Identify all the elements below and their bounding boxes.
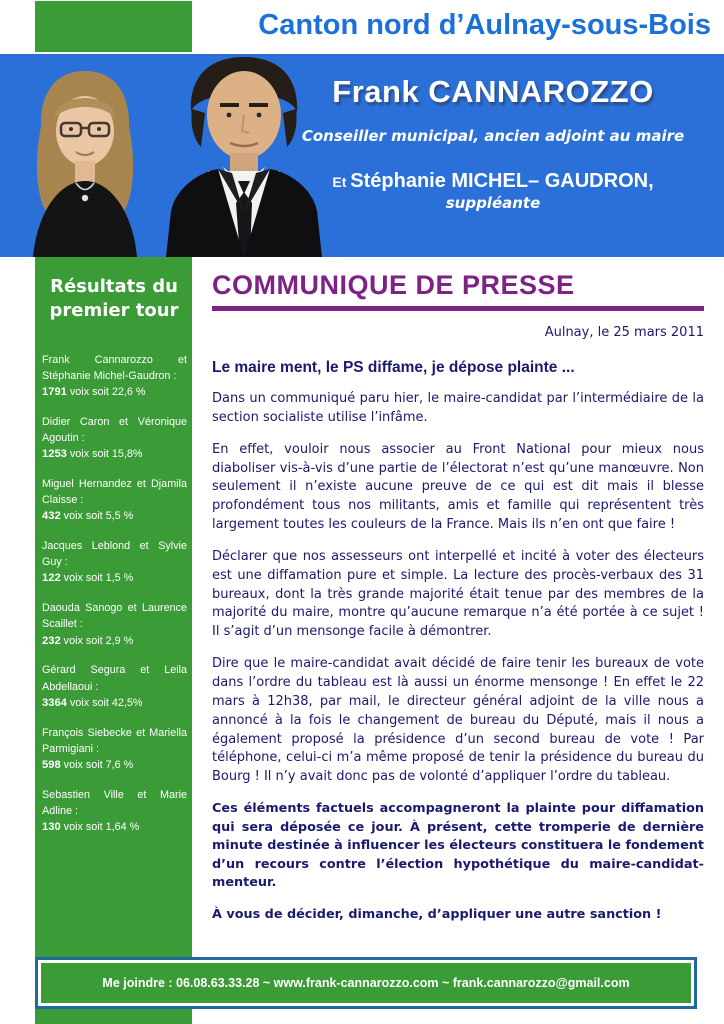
result-votes: 130 [42, 821, 61, 834]
result-detail: voix soit 42,5% [66, 696, 143, 709]
result-item [42, 352, 187, 401]
result-names: Jacques Leblond et Sylvie Guy : [42, 540, 187, 569]
result-detail: voix soit 1,5 % [60, 572, 134, 585]
candidate-subtitle: Conseiller municipal, ancien adjoint au maire [301, 127, 685, 145]
purple-rule [212, 306, 704, 311]
canton-title: Canton nord d’Aulnay-sous-Bois [258, 9, 711, 41]
paragraph: Dans un communiqué paru hier, le maire-candidat par l’intermédiaire de la section socialiste utilise l’infâme. [212, 391, 704, 425]
result-item [42, 476, 187, 525]
candidates-banner [0, 54, 724, 257]
running-mate-line [280, 170, 706, 193]
result-votes: 122 [42, 572, 61, 585]
result-votes: 1253 [42, 448, 67, 461]
result-names: Daouda Sanogo et Laurence Scaillet : [42, 602, 187, 631]
paragraph: Dire que le maire-candidat avait décidé de faire tenir les bureaux de vote dans l’ordre du tableau est là aussi un énorme mensonge ! En effet le 22 mars à 12h38, par mail, le directeur général adjoint de la ville nous a annoncé à la fois le changement de bureau du Député, mais il nous a également proposé la présidence d’un second bureau de vote ! Par téléphone, celui-ci m’a même proposé de tenir la présidence du bureau du Bourg ! Il n’y avait donc pas de volonté d’appliquer l’ordre du tableau. [212, 656, 704, 785]
contact-bar [35, 957, 697, 1009]
result-names: Sebastien Ville et Marie Adline : [42, 788, 187, 817]
results-sidebar [35, 257, 192, 1024]
contact-text: Me joindre : 06.08.63.33.28 ~ www.frank-cannarozzo.com ~ frank.cannarozzo@gmail.com [102, 976, 630, 990]
result-item [42, 725, 187, 774]
result-names: Gérard Segura et Leila Abdellaoui : [42, 664, 187, 693]
dateline: Aulnay, le 25 mars 2011 [544, 325, 704, 340]
result-names: François Siebecke et Mariella Parmigiani : [42, 726, 187, 755]
result-item [42, 787, 187, 836]
sidebar-title: Résultats du premier tour [49, 276, 179, 322]
paragraph-bold: Ces éléments factuels accompagneront la plainte pour diffamation qui sera déposée ce jour. À présent, cette tromperie de dernière minute destinée à influencer les électeurs constituera le fondement d’un recours contre l’élection hypothétique du maire-candidat-menteur. [212, 801, 704, 891]
result-votes: 232 [42, 634, 61, 647]
result-votes: 598 [42, 759, 61, 771]
press-release-body [212, 270, 704, 924]
press-release-title: COMMUNIQUE DE PRESSE [212, 270, 575, 300]
result-detail: voix soit 22,6 % [66, 385, 146, 398]
headline: Le maire ment, le PS diffame, je dépose plainte ... [212, 359, 575, 376]
green-header-block [35, 1, 192, 52]
result-item [42, 600, 187, 649]
result-item [42, 538, 187, 587]
result-detail: voix soit 15,8% [66, 448, 143, 461]
top-strip [0, 0, 724, 54]
result-item [42, 662, 187, 711]
result-detail: voix soit 5,5 % [60, 510, 134, 523]
candidate-name: Frank CANNAROZZO [332, 74, 654, 109]
result-item [42, 414, 187, 463]
result-votes: 432 [42, 510, 61, 523]
result-detail: voix soit 2,9 % [60, 634, 134, 647]
running-mate-role: suppléante [445, 194, 541, 212]
result-detail: voix soit 7,6 % [60, 759, 134, 771]
woman-portrait-photo [20, 65, 150, 257]
result-names: Miguel Hernandez et Djamila Claisse : [42, 477, 187, 507]
paragraph: Déclarer que nos assesseurs ont interpellé et incité à voter des électeurs est une diffamation pure et simple. La lecture des procès-verbaux des 31 bureaux, dont la très grande majorité était tenue par des membres de la majorité du maire, montre qu’aucune remarque n’a été portée à ce sujet ! Il s’agit d’un mensonge facile à démontrer. [212, 548, 704, 640]
result-names: Didier Caron et Véronique Agoutin : [42, 415, 187, 444]
result-detail: voix soit 1,64 % [60, 821, 140, 834]
result-votes: 3364 [42, 696, 67, 709]
paragraph: En effet, vouloir nous associer au Front National pour mieux nous diaboliser vis-à-vis d’une partie de l’électorat n’est qu’une manœuvre. Non seulement il n’existe aucune preuve de ce qui est dit mais il blesse profondément tous nos militants, amis et famille qui représentent très largement toutes les couleurs de la France. Mais ils n’en ont que faire ! [212, 441, 704, 533]
result-votes: 1791 [42, 385, 67, 398]
paragraph-bold: À vous de décider, dimanche, d’appliquer une autre sanction ! [212, 906, 662, 922]
result-names: Frank Cannarozzo et Stéphanie Michel-Gaudron : [42, 353, 187, 382]
running-mate-prefix: Et [332, 174, 351, 190]
banner-text-block [280, 74, 706, 212]
running-mate-name: Stéphanie MICHEL– GAUDRON, [350, 170, 654, 192]
